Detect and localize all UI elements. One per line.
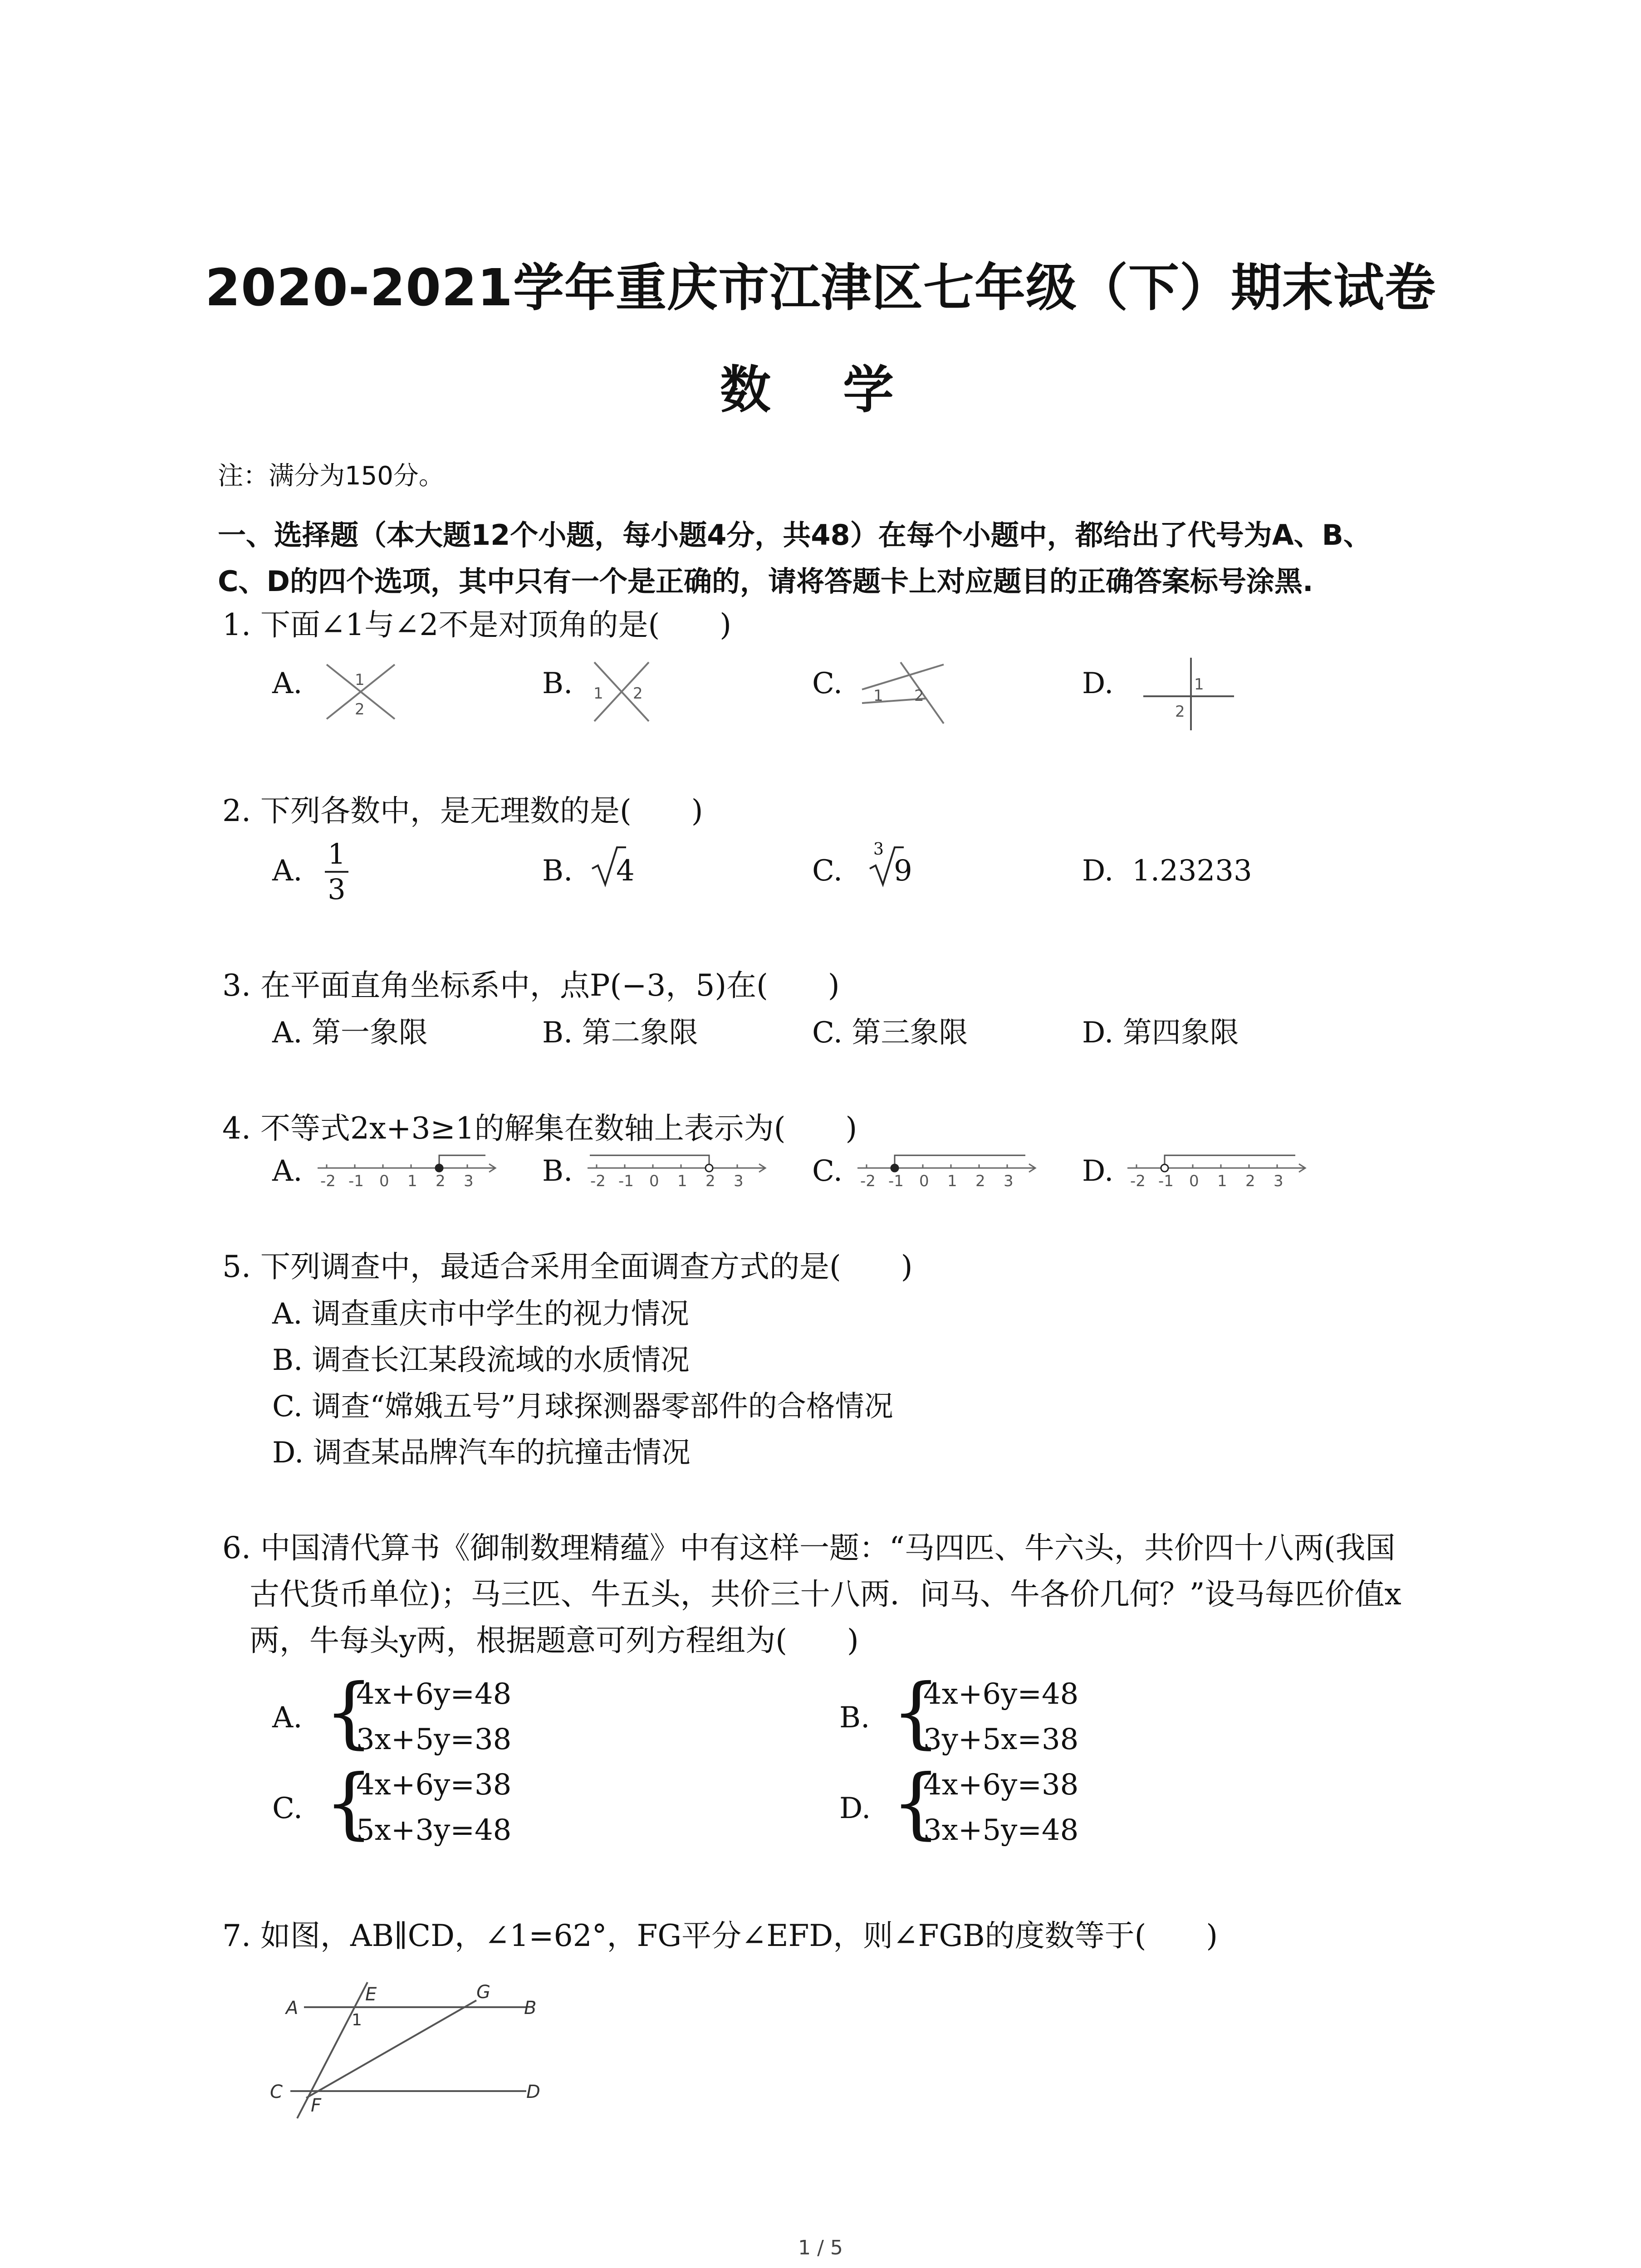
- q4-c-tick-label: -2: [860, 1172, 876, 1190]
- question-3-stem: 3. 在平面直角坐标系中，点P(−3，5)在( ): [222, 968, 840, 1003]
- q4-c-tick-label: 2: [975, 1172, 985, 1190]
- question-5-stem: 5. 下列调查中，最适合采用全面调查方式的是( ): [222, 1249, 913, 1284]
- q2a-numerator: 1: [328, 837, 346, 870]
- section-heading-line1: 一、选择题（本大题12个小题，每小题4分，共48）在每个小题中，都给出了代号为A、B、: [218, 518, 1372, 552]
- q1-option-c-label: C.: [812, 667, 843, 700]
- q7-label-c: C: [270, 2082, 283, 2102]
- page-number: 1 / 5: [798, 2236, 843, 2259]
- q4-b-endpoint: [705, 1164, 713, 1172]
- q4-numberline-a: [313, 1143, 504, 1193]
- q1-option-a-label: A.: [272, 667, 303, 700]
- q6a-eq2: 3x+5y=38: [356, 1723, 512, 1756]
- question-7-stem: 7. 如图，AB∥CD，∠1=62°，FG平分∠EFD，则∠FGB的度数等于( ): [222, 1918, 1218, 1953]
- q4-d-solution-ray: [1165, 1155, 1295, 1168]
- question-6-line3: 两，牛每头y两，根据题意可列方程组为( ): [250, 1623, 859, 1658]
- q4-numberline-d: [1123, 1143, 1313, 1193]
- q6b-eq2: 3y+5x=38: [923, 1723, 1079, 1756]
- q4-d-tick-label: -1: [1158, 1172, 1174, 1190]
- q4-d-endpoint: [1161, 1164, 1168, 1172]
- question-2-stem: 2. 下列各数中，是无理数的是( ): [222, 793, 703, 828]
- q6-option-a-label: A.: [272, 1701, 303, 1735]
- q2-option-b-value: 4: [616, 854, 635, 888]
- q6d-eq1: 4x+6y=38: [923, 1768, 1079, 1802]
- q7-figure: [263, 1978, 563, 2127]
- q7-label-g: G: [476, 1982, 490, 2003]
- page-subtitle: 数 学: [720, 361, 921, 420]
- q1-figure-c: [857, 655, 953, 728]
- q4-a-tick-label: -2: [320, 1172, 336, 1190]
- question-1-stem: 1. 下面∠1与∠2不是对顶角的是( ): [222, 607, 732, 642]
- q4-a-solution-ray: [439, 1155, 485, 1168]
- q4-d-tick-label: 3: [1274, 1172, 1283, 1190]
- q4-c-endpoint: [891, 1164, 898, 1172]
- q4-b-tick-label: 0: [649, 1172, 659, 1190]
- q2-option-d-label: D.: [1082, 854, 1114, 888]
- q4-a-tick-label: 1: [407, 1172, 417, 1190]
- q1d-angle-1-label: 1: [1194, 675, 1204, 694]
- q4-b-tick-label: -1: [618, 1172, 634, 1190]
- q6b-brace: {: [892, 1667, 941, 1757]
- q5-option-c: C. 调查“嫦娥五号”月球探测器零部件的合格情况: [272, 1390, 893, 1423]
- q2-option-c-label: C.: [812, 854, 843, 888]
- q2-option-d-value: 1.23233: [1132, 854, 1252, 888]
- page-title: 2020-2021学年重庆市江津区七年级（下）期末试卷: [205, 259, 1436, 318]
- score-note: 注：满分为150分。: [218, 461, 444, 491]
- q1b-angle-1-label: 1: [593, 684, 603, 703]
- q4-b-tick-label: 3: [734, 1172, 744, 1190]
- q2-option-c-value: 9: [894, 854, 912, 888]
- q1b-angle-2-label: 2: [633, 684, 643, 703]
- q1-figure-b: [581, 655, 662, 728]
- q3-option-a: A. 第一象限: [272, 1016, 428, 1050]
- q4-numberline-c: [853, 1143, 1043, 1193]
- q4-a-endpoint: [436, 1164, 443, 1172]
- q2-option-a-fraction: [323, 838, 350, 905]
- q4-b-tick-label: 2: [705, 1172, 715, 1190]
- q6d-brace: {: [892, 1758, 941, 1848]
- q4-d-tick-label: 2: [1245, 1172, 1255, 1190]
- q7-label-d: D: [526, 2082, 540, 2102]
- section-heading-line2: C、D的四个选项，其中只有一个是正确的，请将答题卡上对应题目的正确答案标号涂黑.: [218, 565, 1313, 598]
- q1c-angle-2-label: 2: [914, 687, 924, 705]
- q7-label-e: E: [365, 1984, 377, 2005]
- q7-label-a: A: [286, 1998, 299, 2019]
- q4-b-tick-label: -2: [590, 1172, 606, 1190]
- q7-bisector-fg: [306, 2000, 476, 2098]
- q4-c-tick-label: 0: [919, 1172, 929, 1190]
- question-4-stem: 4. 不等式2x+3≥1的解集在数轴上表示为( ): [222, 1111, 857, 1146]
- question-6-line2: 古代货币单位)；马三匹、牛五头，共价三十八两．问马、牛各价几何？”设马每匹价值x: [250, 1577, 1401, 1612]
- q4-c-tick-label: 1: [947, 1172, 957, 1190]
- q1-option-b-label: B.: [542, 667, 573, 700]
- q2-option-a-label: A.: [272, 854, 303, 888]
- q3-option-c: C. 第三象限: [812, 1016, 968, 1050]
- q6-option-d-system: [923, 1762, 1078, 1853]
- q1-figure-a: [318, 655, 404, 728]
- q3-option-b: B. 第二象限: [542, 1016, 698, 1050]
- q7-label-angle-1: 1: [352, 2011, 362, 2029]
- q7-label-f: F: [311, 2095, 322, 2116]
- q6a-eq1: 4x+6y=48: [356, 1677, 512, 1711]
- q4-numberline-b: [583, 1143, 774, 1193]
- q6-option-b-system: [923, 1672, 1078, 1762]
- q4-a-tick-label: -1: [348, 1172, 364, 1190]
- q1c-angle-1-label: 1: [873, 687, 883, 705]
- q6-option-b-label: B.: [839, 1701, 870, 1735]
- q6-option-c-label: C.: [272, 1792, 303, 1825]
- q1-option-d-label: D.: [1082, 667, 1114, 700]
- q4-d-tick-label: 1: [1217, 1172, 1227, 1190]
- q4-a-tick-label: 3: [464, 1172, 474, 1190]
- q4-option-a-label: A.: [272, 1154, 303, 1188]
- question-6-line1: 6. 中国清代算书《御制数理精蕴》中有这样一题：“马四匹、牛六头，共价四十八两(我国: [222, 1530, 1396, 1565]
- q4-c-solution-ray: [895, 1155, 1025, 1168]
- q4-c-tick-label: 3: [1004, 1172, 1014, 1190]
- q6c-eq1: 4x+6y=38: [356, 1768, 512, 1802]
- q5-option-a: A. 调查重庆市中学生的视力情况: [272, 1297, 689, 1331]
- q6b-eq1: 4x+6y=48: [923, 1677, 1079, 1711]
- q4-option-c-label: C.: [812, 1154, 843, 1188]
- q2-option-b-label: B.: [542, 854, 573, 888]
- q4-b-tick-label: 1: [677, 1172, 687, 1190]
- q5-option-d: D. 调查某品牌汽车的抗撞击情况: [272, 1436, 691, 1470]
- q6a-brace: {: [324, 1667, 374, 1757]
- q4-b-solution-ray: [590, 1155, 709, 1168]
- q4-d-tick-label: 0: [1189, 1172, 1199, 1190]
- q5-option-b: B. 调查长江某段流域的水质情况: [272, 1344, 690, 1377]
- q4-c-tick-label: -1: [888, 1172, 904, 1190]
- q4-d-tick-label: -2: [1130, 1172, 1146, 1190]
- q2a-denominator: 3: [328, 873, 346, 906]
- q2c-root-index: 3: [873, 840, 884, 859]
- q1d-angle-2-label: 2: [1175, 703, 1185, 721]
- q4-a-tick-label: 2: [436, 1172, 446, 1190]
- q1a-angle-1-label: 1: [355, 671, 365, 689]
- q3-option-d: D. 第四象限: [1082, 1016, 1239, 1050]
- q7-label-b: B: [524, 1998, 537, 2019]
- q6c-eq2: 5x+3y=48: [356, 1813, 512, 1847]
- q6-option-c-system: [356, 1762, 511, 1853]
- q6-option-a-system: [356, 1672, 511, 1762]
- q6d-eq2: 3x+5y=48: [923, 1813, 1079, 1847]
- q1a-angle-2-label: 2: [355, 700, 365, 719]
- q6-option-d-label: D.: [839, 1792, 871, 1825]
- q4-option-b-label: B.: [542, 1154, 573, 1188]
- q1-figure-d: [1139, 653, 1239, 735]
- q6c-brace: {: [324, 1758, 374, 1848]
- q4-a-tick-label: 0: [379, 1172, 389, 1190]
- q4-option-d-label: D.: [1082, 1154, 1114, 1188]
